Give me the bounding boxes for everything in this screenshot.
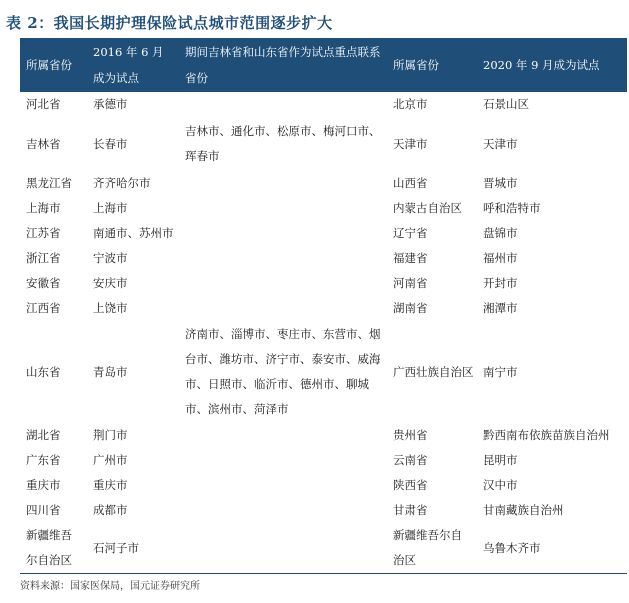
key-contact-cell (179, 498, 387, 523)
key-contact-cell (179, 246, 387, 271)
province-cell-2020: 广西壮族自治区 (393, 364, 474, 379)
table-row (20, 523, 627, 574)
city-2016-cell: 南通市、苏州市 (93, 226, 174, 240)
table-row (20, 92, 627, 117)
city-2016-cell: 青岛市 (93, 364, 128, 379)
key-contact-cell (179, 296, 387, 321)
province-cell: 黑龙江省 (26, 176, 72, 190)
province-cell: 新疆维吾尔自治区 (20, 523, 87, 574)
key-contact-cell (179, 271, 387, 296)
city-2020-cell: 汉中市 (483, 478, 518, 492)
key-contact-cell (179, 196, 387, 221)
province-cell-2020: 山西省 (393, 176, 428, 190)
city-2020-cell: 盘锦市 (483, 226, 518, 240)
province-cell: 山东省 (26, 364, 61, 379)
province-cell-2020: 北京市 (393, 97, 428, 111)
city-2020-cell: 晋城市 (483, 176, 518, 190)
province-cell-2020: 贵州省 (393, 428, 428, 442)
table-row (20, 321, 627, 423)
city-2016-cell: 承德市 (93, 97, 128, 111)
key-contact-cell (179, 448, 387, 473)
city-2016-cell: 长春市 (93, 136, 128, 151)
key-contact-cell (179, 523, 387, 574)
table-row (20, 171, 627, 196)
key-contact-cell (179, 473, 387, 498)
city-2020-cell: 南宁市 (483, 364, 518, 379)
key-contact-cell (179, 171, 387, 196)
province-cell: 河北省 (26, 97, 61, 111)
province-cell: 重庆市 (26, 478, 61, 492)
province-cell-2020: 福建省 (393, 251, 428, 265)
province-cell: 湖北省 (26, 428, 61, 442)
header-province-2: 所属省份 (387, 38, 477, 92)
city-2016-cell: 石河子市 (87, 523, 179, 574)
city-2020-cell: 昆明市 (483, 453, 518, 467)
province-cell-2020: 新疆维吾尔自治区 (387, 523, 477, 574)
table-row (20, 296, 627, 321)
province-cell-2020: 天津市 (393, 136, 428, 151)
province-cell: 安徽省 (26, 276, 61, 290)
key-contact-cell (179, 92, 387, 117)
table-row (20, 473, 627, 498)
city-2020-cell: 福州市 (483, 251, 518, 265)
province-cell-2020: 辽宁省 (393, 226, 428, 240)
source-note: 资料来源：国家医保局，国元证券研究所 (20, 581, 200, 592)
province-cell: 江苏省 (26, 226, 61, 240)
city-2016-cell: 广州市 (93, 453, 128, 467)
table-title: 表 2：我国长期护理保险试点城市范围逐步扩大 (6, 14, 333, 32)
city-2020-cell: 石景山区 (483, 97, 529, 111)
city-2020-cell: 甘南藏族自治州 (483, 503, 564, 517)
province-cell: 广东省 (26, 453, 61, 467)
province-cell-2020: 陕西省 (393, 478, 428, 492)
table-row (20, 246, 627, 271)
city-2016-cell: 荆门市 (93, 428, 128, 442)
province-cell: 浙江省 (26, 251, 61, 265)
key-contact-cell: 济南市、淄博市、枣庄市、东营市、烟台市、潍坊市、济宁市、泰安市、威海市、日照市、临沂市、德州市、聊城市、滨州市、菏泽市 (185, 327, 381, 416)
province-cell: 四川省 (26, 503, 61, 517)
header-key-contact: 期间吉林省和山东省作为试点重点联系省份 (179, 38, 387, 92)
city-2016-cell: 上饶市 (93, 301, 128, 315)
city-2020-cell: 天津市 (483, 136, 518, 151)
city-2020-cell: 呼和浩特市 (483, 201, 541, 215)
city-2016-cell: 齐齐哈尔市 (93, 176, 151, 190)
key-contact-cell: 吉林市、通化市、松原市、梅河口市、珲春市 (185, 124, 381, 163)
pilot-city-table (20, 38, 627, 574)
city-2016-cell: 成都市 (93, 503, 128, 517)
table-row (20, 196, 627, 221)
table-header-row (20, 38, 627, 92)
city-2016-cell: 重庆市 (93, 478, 128, 492)
table-row (20, 448, 627, 473)
header-province-1: 所属省份 (20, 38, 87, 92)
province-cell-2020: 湖南省 (393, 301, 428, 315)
city-2020-cell: 开封市 (483, 276, 518, 290)
province-cell-2020: 河南省 (393, 276, 428, 290)
table-row (20, 271, 627, 296)
header-2020-pilot: 2020 年 9 月成为试点 (477, 38, 627, 92)
province-cell-2020: 云南省 (393, 453, 428, 467)
table-row (20, 221, 627, 246)
city-2020-cell: 黔西南布依族苗族自治州 (483, 428, 610, 442)
province-cell: 吉林省 (26, 136, 61, 151)
city-2016-cell: 上海市 (93, 201, 128, 215)
table-row (20, 423, 627, 448)
table-row (20, 498, 627, 523)
key-contact-cell (179, 221, 387, 246)
city-2020-cell: 湘潭市 (483, 301, 518, 315)
province-cell: 上海市 (26, 201, 61, 215)
province-cell-2020: 甘肃省 (393, 503, 428, 517)
table-row (20, 117, 627, 171)
city-2016-cell: 宁波市 (93, 251, 128, 265)
header-2016-pilot: 2016 年 6 月成为试点 (87, 38, 179, 92)
city-2016-cell: 安庆市 (93, 276, 128, 290)
province-cell-2020: 内蒙古自治区 (393, 201, 462, 215)
key-contact-cell (179, 423, 387, 448)
city-2020-cell: 乌鲁木齐市 (477, 523, 627, 574)
province-cell: 江西省 (26, 301, 61, 315)
